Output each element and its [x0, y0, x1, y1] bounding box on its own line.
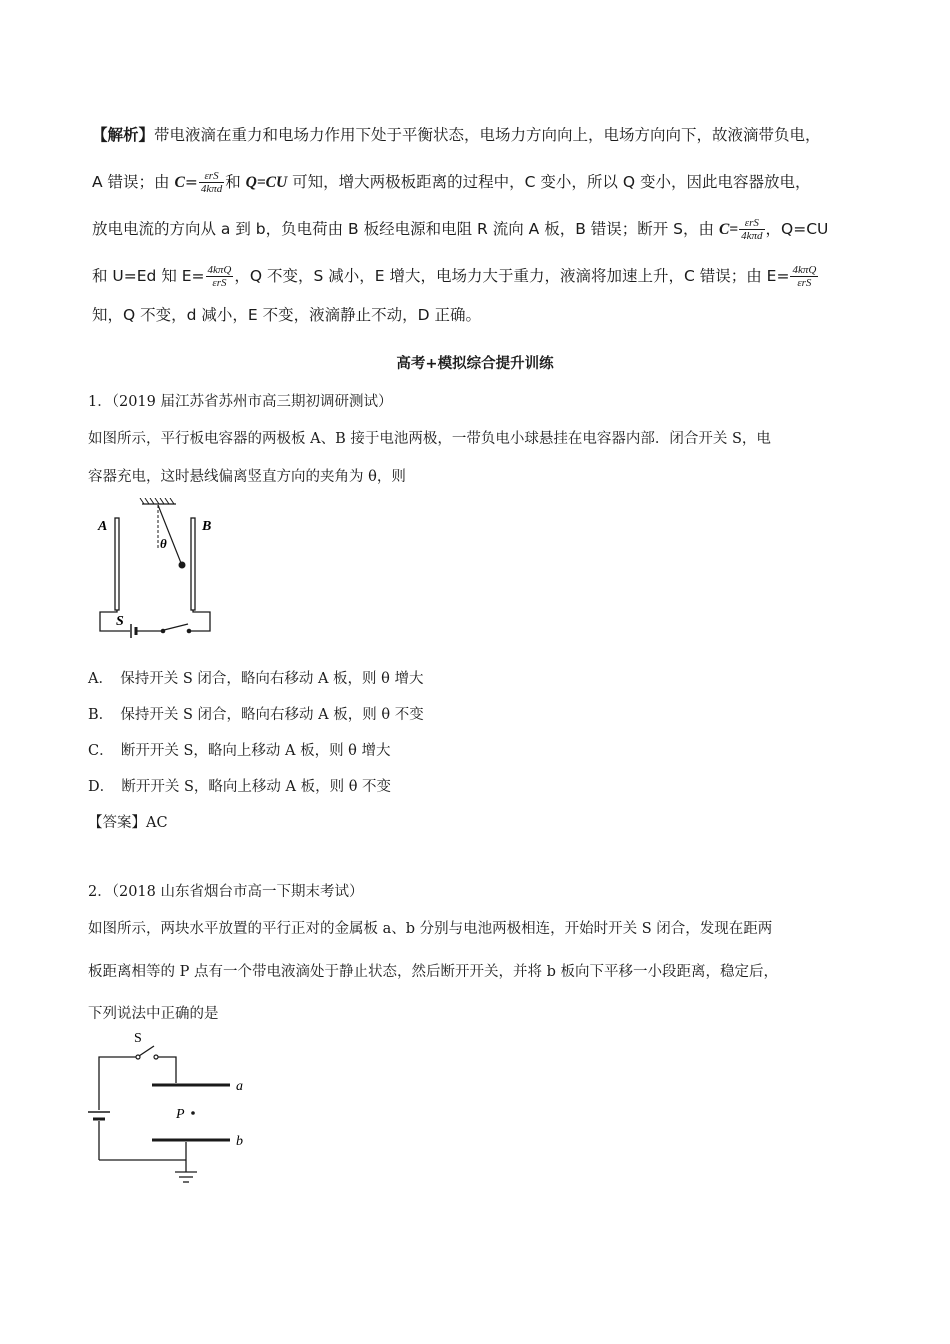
formula-fraction-3 [206, 264, 234, 289]
q1-answer: 【答案】AC [88, 815, 168, 831]
q1-label-s: S [116, 614, 124, 629]
q1-option-b: B． 保持开关 S 闭合，略向右移动 A 板，则 θ 不变 [88, 707, 424, 723]
q1-header: 1．（2019 届江苏省苏州市高三期初调研测试） [88, 394, 393, 410]
q2-capacitor-figure [88, 1030, 258, 1195]
analysis-line-4 [92, 253, 872, 300]
analysis-text-2a: A 错误；由 [92, 173, 175, 191]
q1-option-a: A． 保持开关 S 闭合，略向右移动 A 板，则 θ 增大 [88, 671, 424, 687]
formula-c-2: C= [718, 221, 739, 238]
formula-qcu: Q=CU [245, 174, 288, 191]
analysis-text-3b: ，Q=CU [765, 220, 829, 238]
fraction-denominator: 4kπd [200, 183, 223, 195]
analysis-bracket: 【解析】 [92, 126, 155, 144]
analysis-text-2c: 可知，增大两极板距离的过程中，C 变小，所以 Q 变小，因此电容器放电， [287, 173, 811, 191]
fraction-denominator: εrS [212, 277, 227, 289]
q1-stem-line-1: 如图所示，平行板电容器的两极板 A、B 接于电池两极，一带负电小球悬挂在电容器内部．闭合开关 S，电 [88, 431, 771, 447]
formula-fraction-4 [790, 264, 818, 289]
q2-label-p: P [176, 1107, 185, 1122]
q1-label-b: B [202, 519, 212, 534]
fraction-numerator: εrS [199, 170, 224, 183]
q1-option-c: C． 断开开关 S，略向上移动 A 板，则 θ 增大 [88, 743, 391, 759]
analysis-line-2 [92, 159, 872, 206]
analysis-text-2b: 和 [225, 173, 246, 191]
fraction-numerator: 4kπQ [792, 264, 817, 276]
analysis-line-5 [92, 300, 872, 330]
analysis-line-1 [92, 112, 872, 159]
analysis-text-3a: 放电电流的方向从 a 到 b，负电荷由 B 板经电源和电阻 R 流向 A 板，B 错误；断开 S，由 [92, 220, 719, 238]
q1-capacitor-figure [92, 498, 222, 638]
analysis-text-4a: 和 U=Ed 知 E= [92, 267, 205, 285]
fraction-denominator: εrS [797, 277, 812, 289]
q2-stem-line-2: 板距离相等的 P 点有一个带电液滴处于静止状态，然后断开开关，并将 b 板向下平移一小段距离，稳定后， [88, 964, 778, 980]
q2-label-a: a [236, 1079, 243, 1094]
q1-stem-line-2: 容器充电，这时悬线偏离竖直方向的夹角为 θ，则 [88, 469, 406, 485]
formula-fraction-2 [739, 217, 764, 242]
q2-header: 2．（2018 山东省烟台市高一下期末考试） [88, 884, 364, 900]
q2-label-s: S [134, 1031, 142, 1046]
q2-stem-line-3: 下列说法中正确的是 [88, 1006, 219, 1022]
q2-stem-line-1: 如图所示，两块水平放置的平行正对的金属板 a、b 分别与电池两极相连，开始时开关 S 闭合，发现在距两 [88, 921, 773, 937]
q1-label-theta: θ [160, 536, 167, 551]
fraction-denominator: 4kπd [741, 230, 763, 242]
q2-label-b: b [236, 1134, 243, 1149]
fraction-numerator: 4kπQ [207, 264, 232, 276]
formula-fraction-1 [199, 170, 224, 195]
formula-c: C [174, 174, 185, 191]
analysis-text-5: 知，Q 不变，d 减小，E 不变，液滴静止不动，D 正确。 [92, 306, 481, 324]
q1-label-a: A [98, 519, 108, 534]
analysis-text-4b: ，Q 不变，S 减小，E 增大，电场力大于重力，液滴将加速上升，C 错误；由 E= [234, 267, 790, 285]
analysis-text-1: 带电液滴在重力和电场力作用下处于平衡状态，电场力方向向上，电场方向向下，故液滴带负电， [154, 126, 821, 144]
q1-option-d: D． 断开开关 S，略向上移动 A 板，则 θ 不变 [88, 779, 392, 795]
analysis-line-3 [92, 206, 872, 253]
formula-equals: = [184, 173, 198, 191]
fraction-numerator: εrS [739, 217, 764, 230]
analysis-block [92, 112, 872, 330]
section-title: 高考+模拟综合提升训练 [396, 356, 554, 372]
